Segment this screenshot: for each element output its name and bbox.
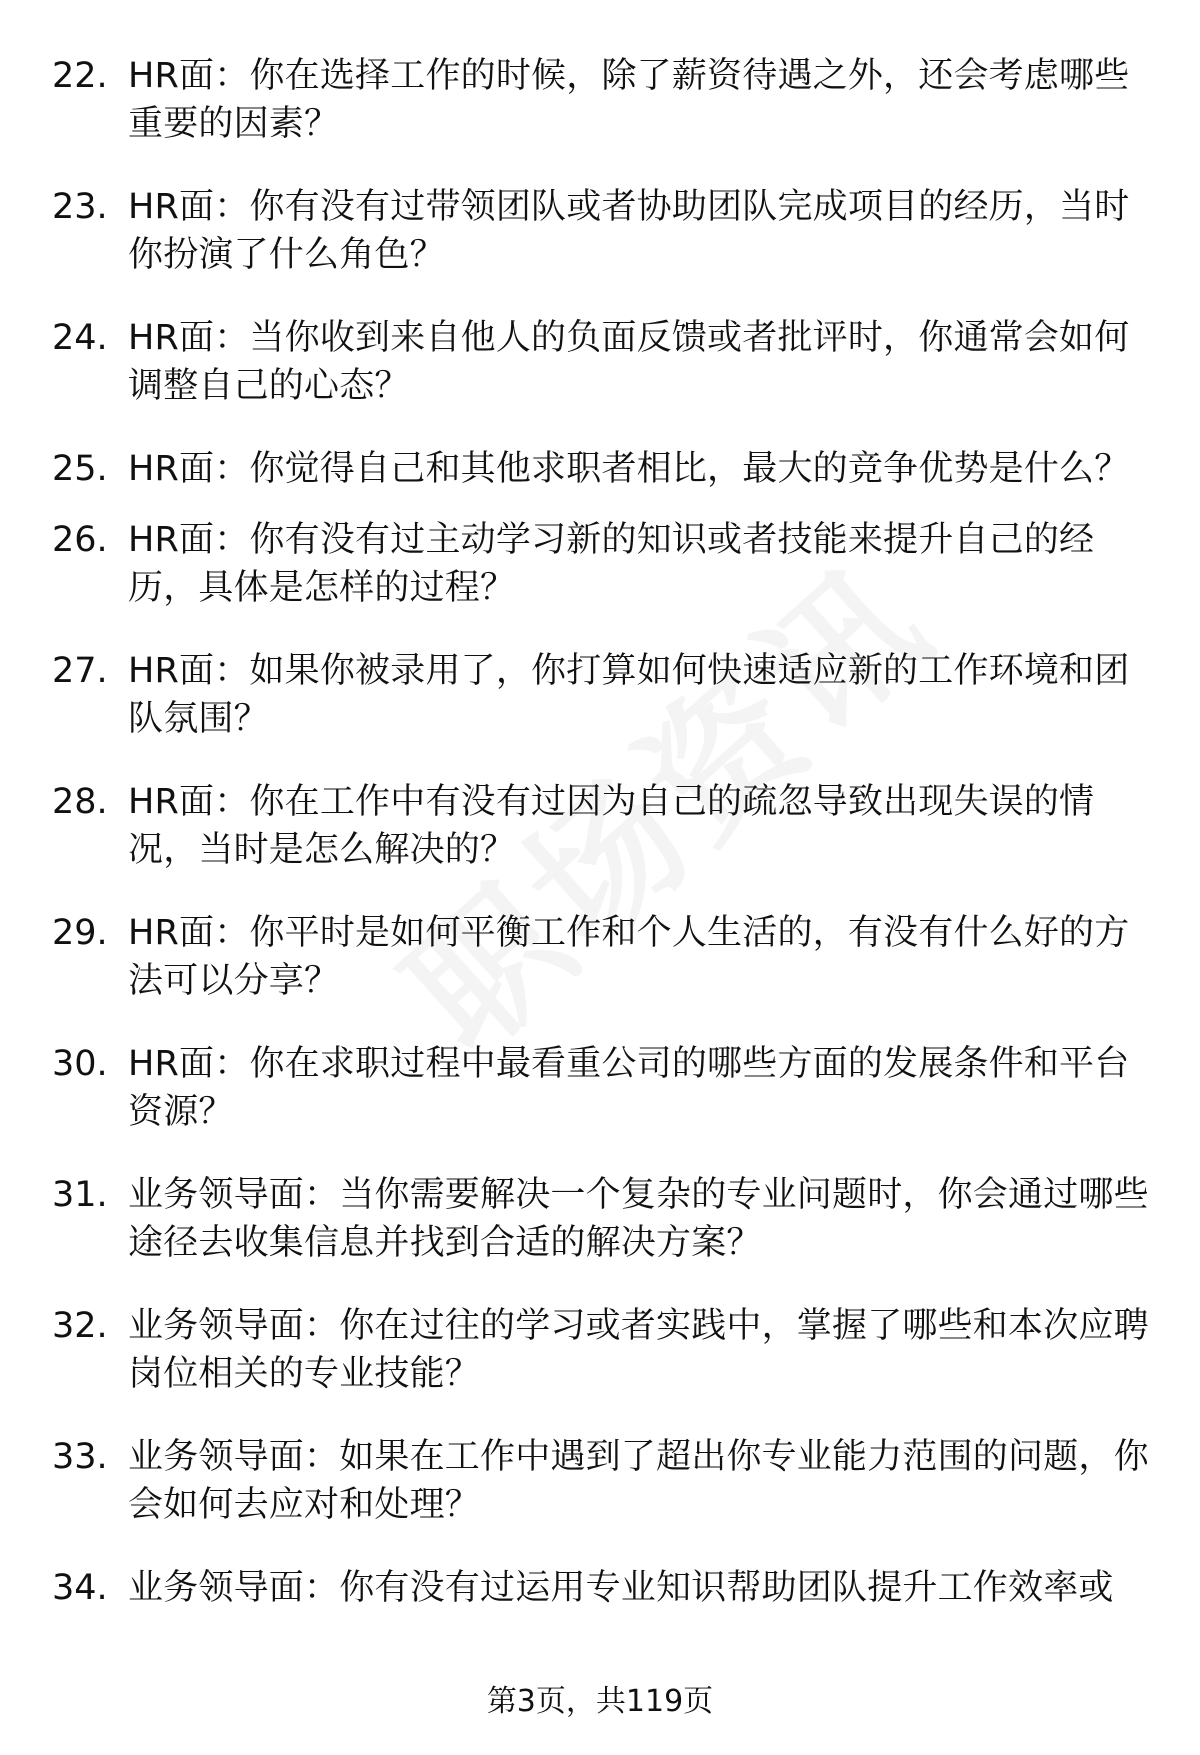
question-item — [0, 183, 1200, 314]
question-item — [0, 516, 1200, 647]
question-item — [0, 52, 1200, 183]
question-number: 24. — [52, 318, 108, 358]
question-text: 业务领导面：如果在工作中遇到了超出你专业能力范围的问题，你会如何去应对和处理？ — [128, 1437, 1149, 1525]
question-item — [0, 909, 1200, 1040]
question-item — [0, 1564, 1200, 1624]
question-item — [0, 778, 1200, 909]
page-footer: 第3页，共119页 — [486, 1684, 714, 1719]
question-number: 32. — [52, 1306, 108, 1346]
question-number: 25. — [52, 449, 108, 489]
question-text: HR面：如果你被录用了，你打算如何快速适应新的工作环境和团队氛围？ — [128, 651, 1130, 739]
question-number: 34. — [52, 1568, 108, 1608]
question-text: 业务领导面：当你需要解决一个复杂的专业问题时，你会通过哪些途径去收集信息并找到合适的解决方案？ — [128, 1175, 1149, 1263]
question-item — [0, 1040, 1200, 1171]
question-list — [0, 52, 1200, 1624]
question-number: 33. — [52, 1437, 108, 1477]
question-text: HR面：你平时是如何平衡工作和个人生活的，有没有什么好的方法可以分享？ — [128, 913, 1130, 1001]
question-number: 29. — [52, 913, 108, 953]
question-item — [0, 314, 1200, 445]
question-text: 业务领导面：你有没有过运用专业知识帮助团队提升工作效率或 — [128, 1568, 1114, 1608]
question-text: HR面：你在选择工作的时候，除了薪资待遇之外，还会考虑哪些重要的因素？ — [128, 56, 1130, 144]
question-number: 30. — [52, 1044, 108, 1084]
question-number: 26. — [52, 520, 108, 560]
question-number: 28. — [52, 782, 108, 822]
question-item — [0, 647, 1200, 778]
question-item — [0, 445, 1200, 516]
question-text: HR面：你觉得自己和其他求职者相比，最大的竞争优势是什么？ — [128, 449, 1130, 489]
question-number: 22. — [52, 56, 108, 96]
question-text: 业务领导面：你在过往的学习或者实践中，掌握了哪些和本次应聘岗位相关的专业技能？ — [128, 1306, 1149, 1394]
question-number: 27. — [52, 651, 108, 691]
question-item — [0, 1171, 1200, 1302]
question-text: HR面：当你收到来自他人的负面反馈或者批评时，你通常会如何调整自己的心态？ — [128, 318, 1130, 406]
question-number: 31. — [52, 1175, 108, 1215]
question-item — [0, 1302, 1200, 1433]
question-text: HR面：你有没有过主动学习新的知识或者技能来提升自己的经历，具体是怎样的过程？ — [128, 520, 1095, 608]
question-text: HR面：你在求职过程中最看重公司的哪些方面的发展条件和平台资源？ — [128, 1044, 1130, 1132]
question-text: HR面：你有没有过带领团队或者协助团队完成项目的经历，当时你扮演了什么角色？ — [128, 187, 1130, 275]
question-number: 23. — [52, 187, 108, 227]
question-item — [0, 1433, 1200, 1564]
question-text: HR面：你在工作中有没有过因为自己的疏忽导致出现失误的情况，当时是怎么解决的？ — [128, 782, 1095, 870]
